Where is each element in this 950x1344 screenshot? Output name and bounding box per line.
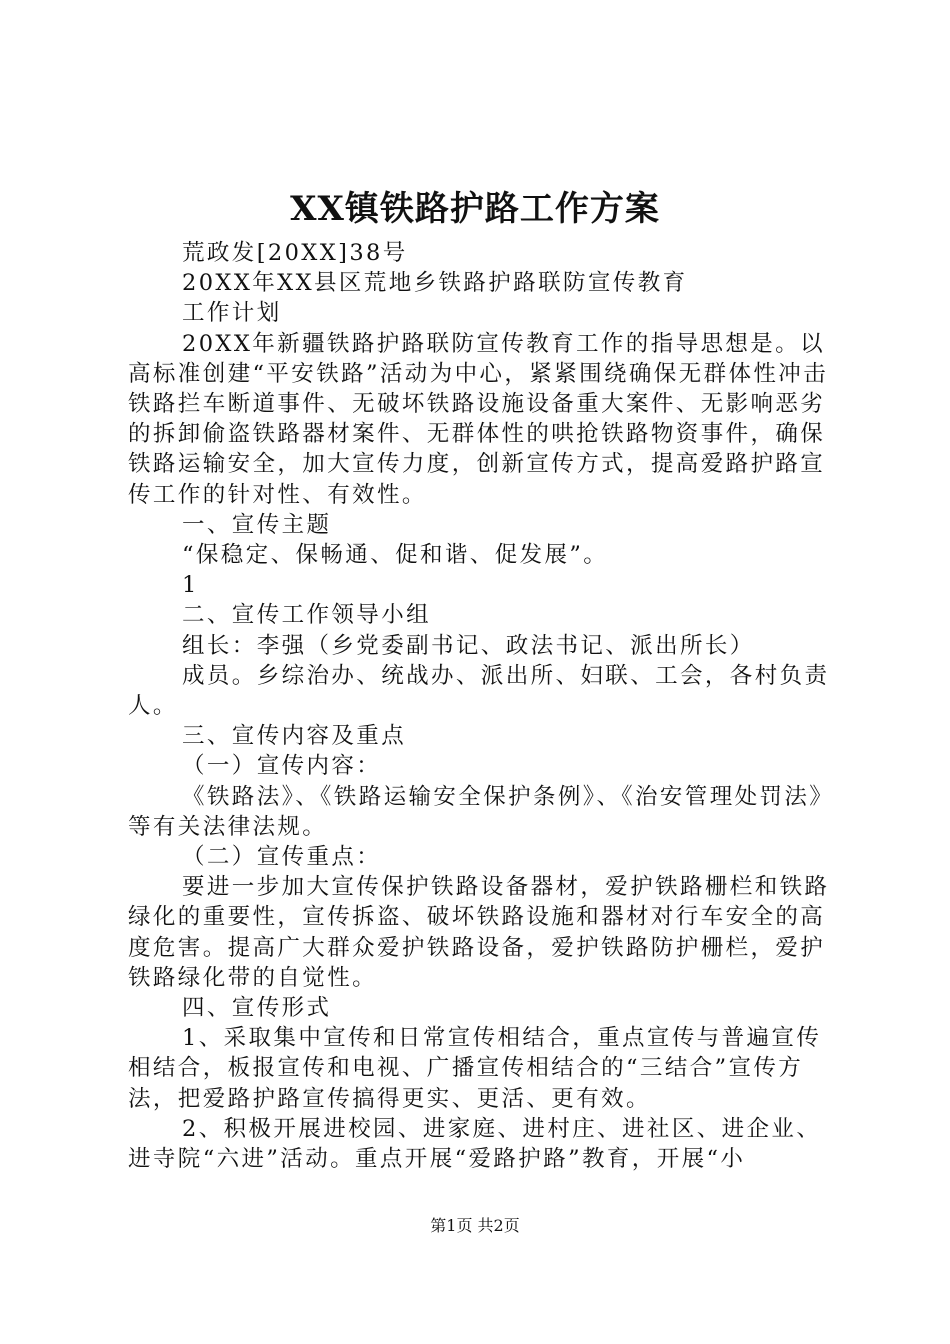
paragraph-form-2: 2、积极开展进校园、进家庭、进村庄、进社区、进企业、进寺院“六进”活动。重点开展“爱路护路”教育，开展“小	[128, 1115, 822, 1173]
paragraph-form-1: 1、采取集中宣传和日常宣传相结合，重点宣传与普遍宣传相结合，板报宣传和电视、广播宣传相结合的“三结合”宣传方法，把爱路护路宣传搞得更实、更活、更有效。	[128, 1025, 822, 1112]
document-body	[128, 238, 832, 1174]
subtitle-line-2: 工作计划	[182, 300, 282, 327]
heading-section-3: 三、宣传内容及重点	[182, 723, 407, 750]
page-footer: 第1页 共2页	[430, 1216, 520, 1235]
paragraph-laws: 《铁路法》、《铁路运输安全保护条例》、《治安管理处罚法》等有关法律法规。	[128, 783, 823, 840]
heading-section-2: 二、宣传工作领导小组	[182, 602, 432, 629]
document-title: XX镇铁路护路工作方案	[290, 189, 660, 229]
heading-section-4: 四、宣传形式	[182, 995, 332, 1022]
paragraph-number-1: 1	[182, 572, 199, 599]
subtitle-line-1: 20XX年XX县区荒地乡铁路护路联防宣传教育	[182, 270, 688, 297]
doc-number: 荒政发[20XX]38号	[182, 240, 408, 266]
paragraph-members: 成员。乡综治办、统战办、派出所、妇联、工会，各村负责人。	[128, 662, 830, 720]
paragraph-theme: “保稳定、保畅通、促和谐、促发展”。	[182, 542, 609, 569]
heading-subsection-1: （一）宣传内容：	[182, 753, 382, 780]
paragraph-focus: 要进一步加大宣传保护铁路设备器材，爱护铁路栅栏和铁路绿化的重要性，宣传拆盗、破坏铁路设施和器材对行车安全的高度危害。提高广大群众爱护铁路设备，爱护铁路防护栅栏，爱护铁路绿化带的自觉性。	[128, 874, 830, 991]
heading-section-1: 一、宣传主题	[182, 511, 332, 538]
paragraph-leader: 组长：李强（乡党委副书记、政法书记、派出所长）	[182, 632, 755, 659]
paragraph-guiding-thought: 20XX年新疆铁路护路联防宣传教育工作的指导思想是。以高标准创建“平安铁路”活动为中心，紧紧围绕确保无群体性冲击铁路拦车断道事件、无破坏铁路设施设备重大案件、无影响恶劣的拆卸偷盗铁路器材案件、无群体性的哄抢铁路物资事件，确保铁路运输安全，加大宣传力度，创新宣传方式，提高爱路护路宣传工作的针对性、有效性。	[128, 330, 829, 508]
heading-subsection-2: （二）宣传重点：	[182, 844, 382, 871]
